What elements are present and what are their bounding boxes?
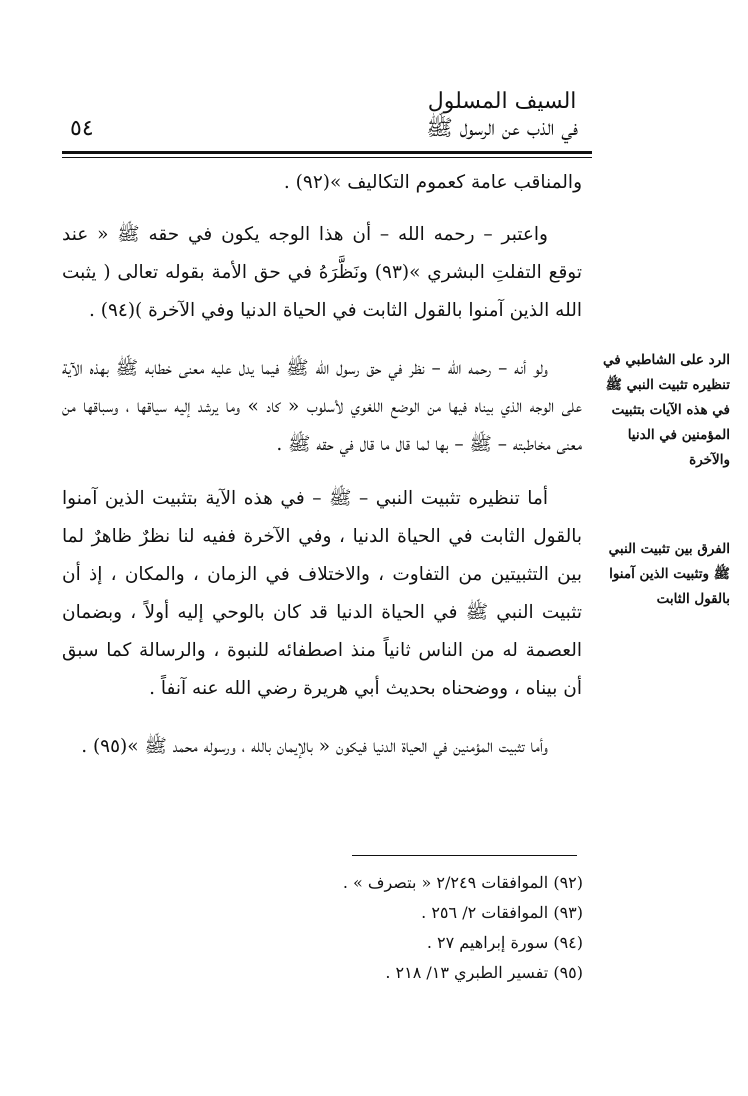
book-title-line2: في الذب عن الرسول ﷺ	[426, 116, 578, 141]
running-header	[62, 88, 592, 150]
footnote-92: (٩٢) الموافقات ٢/٢٤٩ « بتصرف » .	[342, 873, 583, 892]
page-number: ٥٤	[70, 116, 94, 141]
footnotes	[263, 868, 583, 988]
paragraph-1: والمناقب عامة كعموم التكاليف »(٩٢) .	[283, 172, 582, 193]
footnote-rule	[352, 855, 577, 856]
paragraph-3: ولو أنه – رحمه الله – نظر في حق رسول الله ﷺ فيما يدل عليه معنى خطابه ﷺ بهذه الآية على الوجه الذي بيناه فيها من الوضع اللغوي لأسلوب « كاد » وما يرشد إليه سياقها ، وسباقها من معنى مخاطبته – ﷺ – بها لما قال ما قال في حقه ﷺ .	[62, 358, 582, 455]
paragraph-5: وأما تثبيت المؤمنين في الحياة الدنيا فيكون « بالإيمان بالله ، ورسوله محمد ﷺ »(٩٥) .	[81, 736, 548, 757]
paragraph-4: أما تنظيره تثبيت النبي – ﷺ – في هذه الآية بتثبيت الذين آمنوا بالقول الثابت في الحياة الدنيا ، وفي الآخرة ففيه لنا نظرٌ ظاهرٌ لما بين التثبيتين من التفاوت ، والاختلاف في الزمان ، والمكان ، إذ أن تثبيت النبي ﷺ في الحياة الدنيا قد كان بالوحي إليه أولاً ، وبضمان العصمة له من الناس ثانياً منذ اصطفائه للنبوة ، والرسالة كما سبق أن بيناه ، ووضحناه بحديث أبي هريرة رضي الله عنه آنفاً .	[62, 488, 582, 699]
paragraph-2: واعتبر – رحمه الله – أن هذا الوجه يكون في حقه ﷺ « عند توقع التفلتِ البشري »(٩٣) ونَظَّرَهُ في حق الأمة بقوله تعالى ( يثبت الله الذين آمنوا بالقول الثابت في الحياة الدنيا وفي الآخرة )(٩٤) .	[62, 224, 582, 321]
book-title-line1: السيف المسلول	[427, 89, 577, 114]
footnote-94: (٩٤) سورة إبراهيم ٢٧ .	[426, 933, 583, 952]
header-rule-thick	[62, 151, 592, 154]
footnote-95: (٩٥) تفسير الطبري ١٣/ ٢١٨ .	[385, 963, 583, 982]
header-rule-thin	[62, 157, 592, 158]
main-text	[62, 164, 582, 766]
margin-note-2: الفرق بين تثبيت النبي ﷺ وتثبيت الذين آمنوا بالقول الثابت	[608, 541, 730, 607]
footnote-93: (٩٣) الموافقات ٢/ ٢٥٦ .	[421, 903, 583, 922]
margin-note-1: الرد على الشاطبي في تنظيره تثبيت النبي ﷺ في هذه الآيات بتثبيت المؤمنين في الدنيا والآخرة	[603, 352, 730, 468]
book-title	[426, 88, 578, 142]
